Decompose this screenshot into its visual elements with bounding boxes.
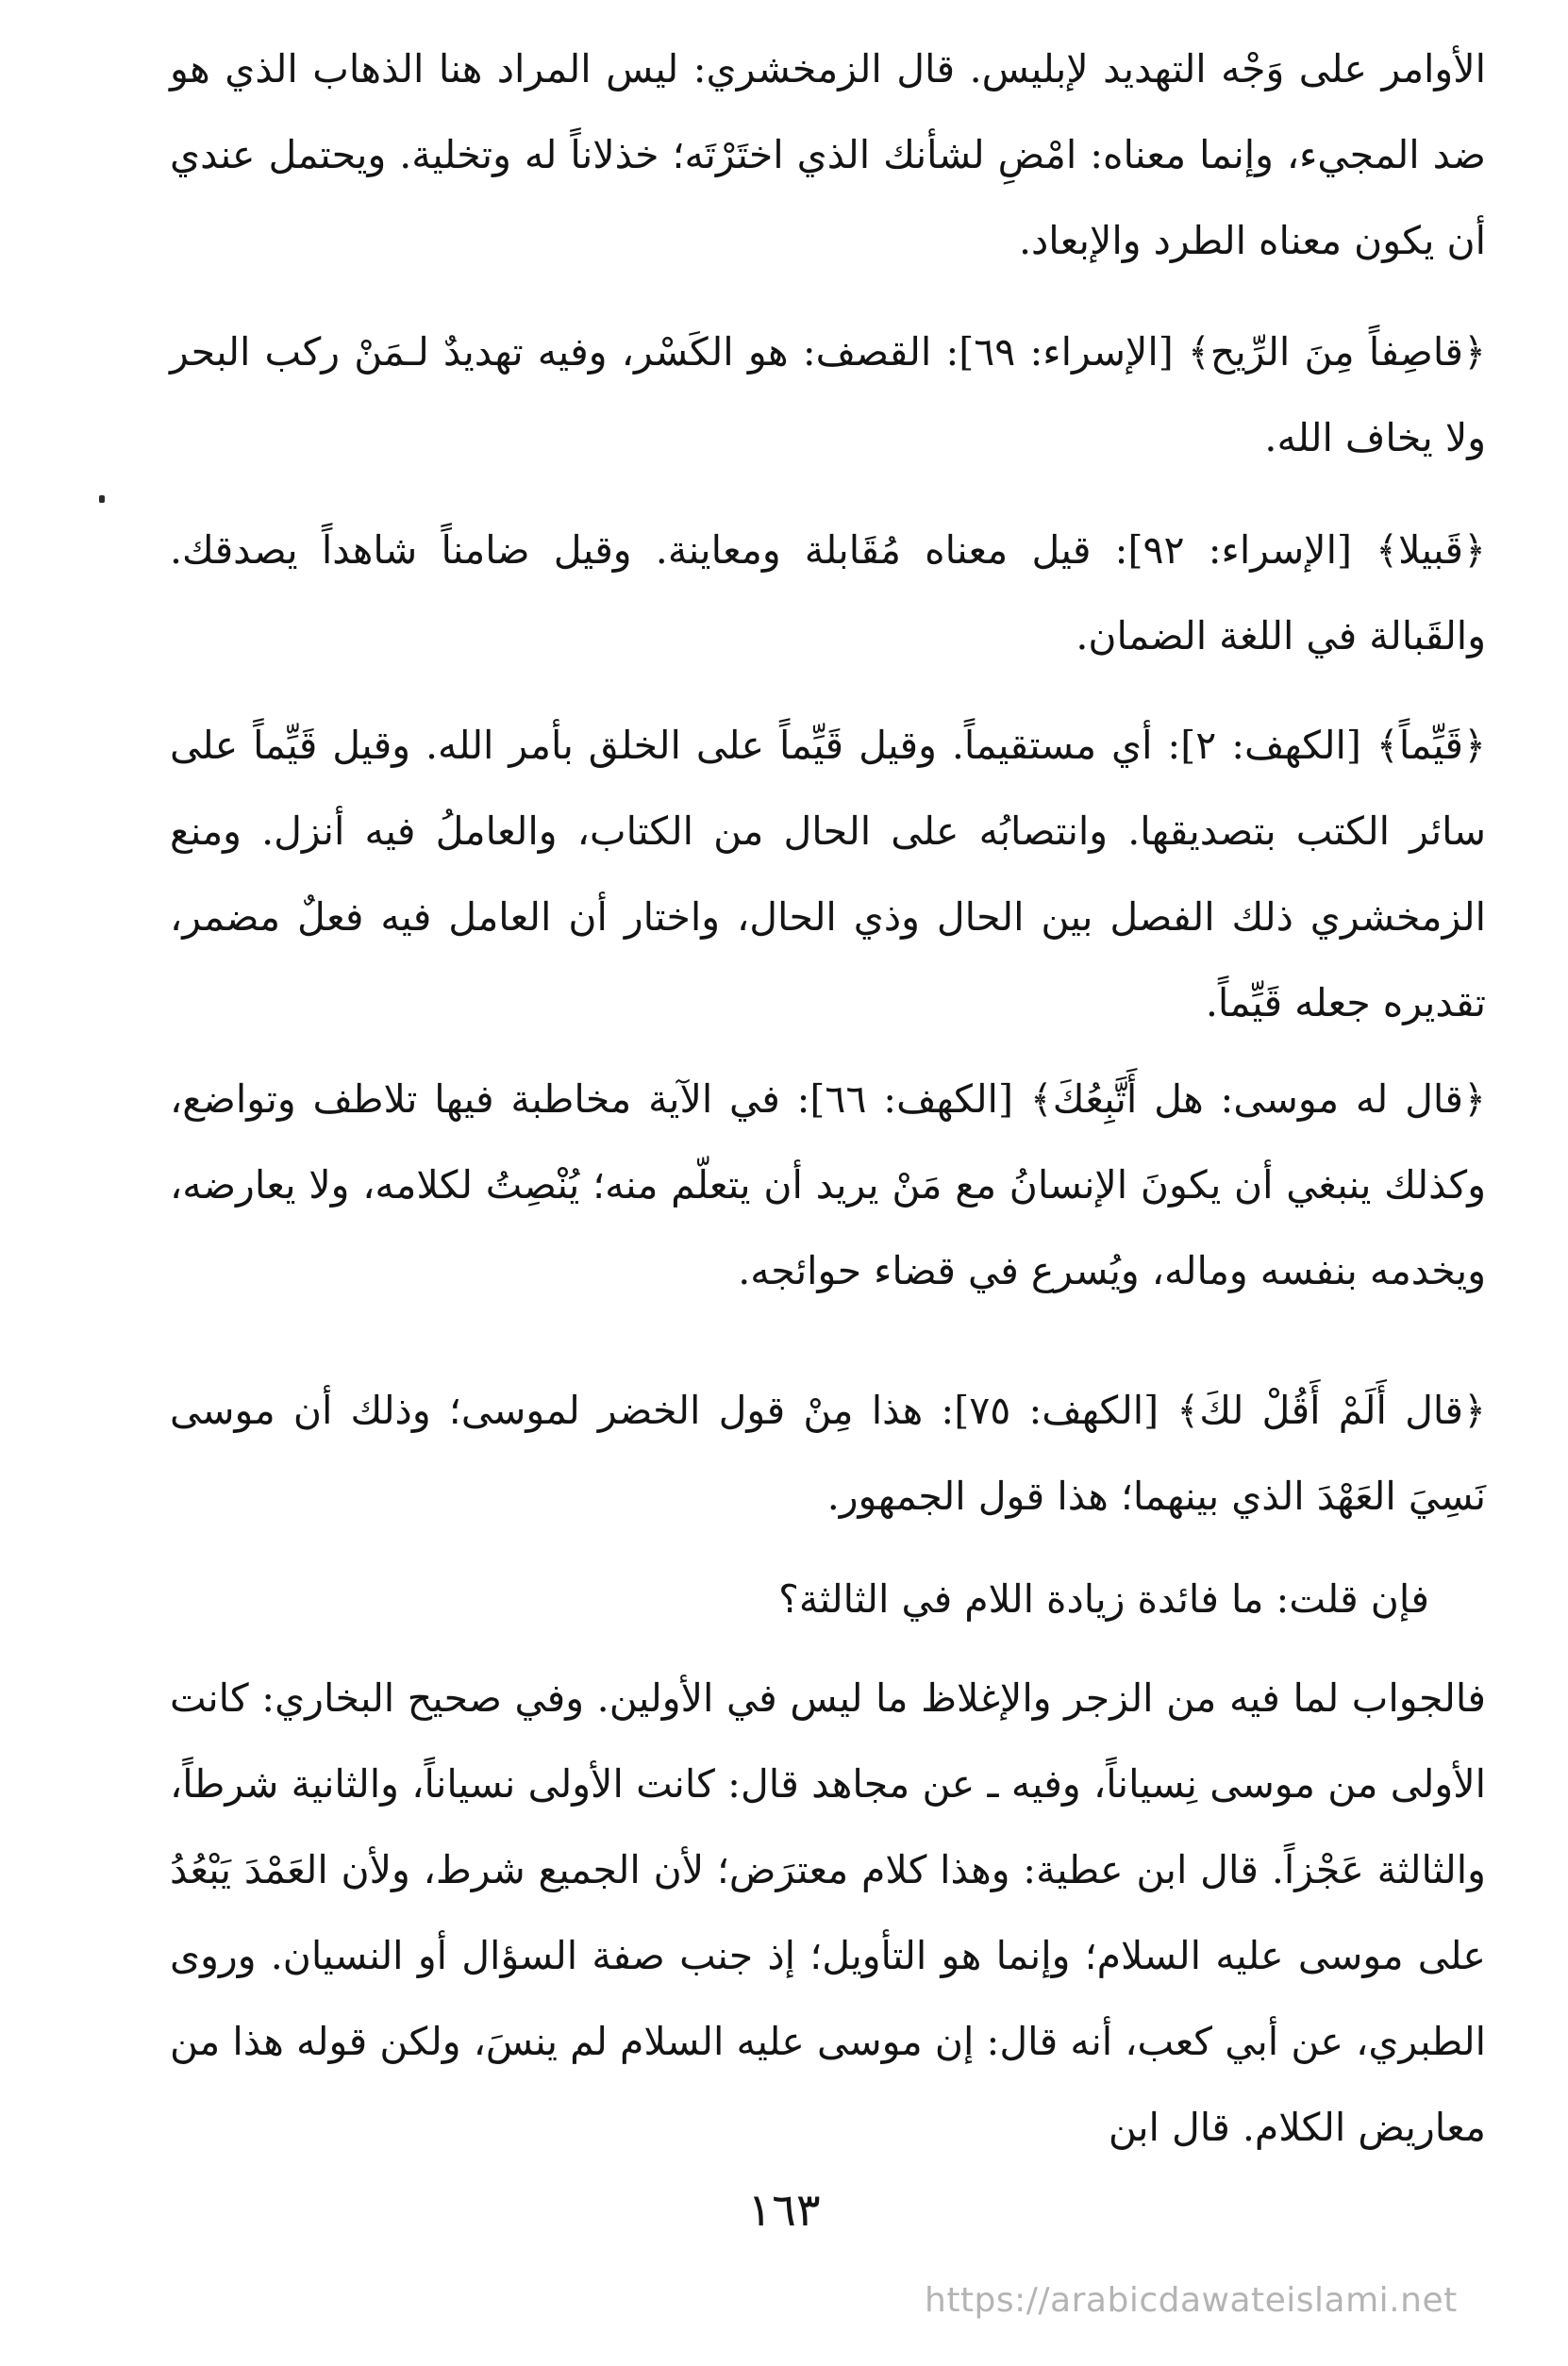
paragraph-qabilan: ﴿قَبيلا﴾ [الإسراء: ٩٢]: قيل معناه مُقَابلة ومعاينة. وقيل ضامناً شاهداً يصدقك. والقَبالة في اللغة الضمان. bbox=[170, 527, 1487, 658]
paragraph-alam-aqul-laka: ﴿قال أَلَمْ أَقُلْ لكَ﴾ [الكهف: ٧٥]: هذا مِنْ قول الخضر لموسى؛ وذلك أن موسى نَسِيَ العَهْدَ الذي بينهما؛ هذا قول الجمهور. bbox=[170, 1388, 1486, 1519]
paragraph-dhahab-explanation: الأوامر على وَجْه التهديد لإبليس. قال الزمخشري: ليس المراد هنا الذهاب الذي هو ضد المجيء، وإنما معناه: امْضِ لشأنك الذي اختَرْتَه؛ خذلاناً له وتخلية. ويحتمل عندي أن يكون معناه الطرد والإبعاد. bbox=[170, 46, 1486, 263]
watermark-url: https://arabicdawateislami.net bbox=[925, 2281, 1458, 2320]
paragraph-answer: فالجواب لما فيه من الزجر والإغلاظ ما ليس في الأولين. وفي صحيح البخاري: كانت الأولى من موسى نِسياناً، وفيه ـ عن مجاهد قال: كانت الأولى نسياناً، والثانية شرطاً، والثالثة عَجْزاً. قال ابن عطية: وهذا كلام معترَض؛ لأن الجميع شرط، ولأن العَمْدَ يَبْعُدُ على موسى عليه السلام؛ وإنما هو التأويل؛ إذ جنب صفة السؤال أو النسيان. وروى الطبري، عن أبي كعب، أنه قال: إن موسى عليه السلام لم ينسَ، ولكن قوله هذا من معاريض الكلام. قال ابن bbox=[170, 1675, 1486, 2150]
page-number: ١٦٣ bbox=[747, 2184, 821, 2237]
margin-mark bbox=[99, 495, 105, 503]
paragraph-question-lam: فإن قلت: ما فائدة زيادة اللام في الثالثة؟ bbox=[778, 1576, 1429, 1622]
paragraph-qayyiman: ﴿قَيِّماً﴾ [الكهف: ٢]: أي مستقيماً. وقيل قَيِّماً على الخلق بأمر الله. وقيل قَيِّماً على سائر الكتب بتصديقها. وانتصابُه على الحال من الكتاب، والعاملُ فيه أنزل. ومنع الزمخشري ذلك الفصل بين الحال وذي الحال، واختار أن العامل فيه فعلٌ مضمر، تقديره جعله قَيِّماً. bbox=[170, 723, 1487, 1025]
paragraph-qasifan: ﴿قاصِفاً مِنَ الرِّيح﴾ [الإسراء: ٦٩]: القصف: هو الكَسْر، وفيه تهديدٌ لـمَنْ ركب البحر ولا يخاف الله. bbox=[170, 329, 1486, 460]
paragraph-musa-attabiuka: ﴿قال له موسى: هل أَتَّبِعُكَ﴾ [الكهف: ٦٦]: في الآية مخاطبة فيها تلاطف وتواضع، وكذلك ينبغي أن يكونَ الإنسانُ مع مَنْ يريد أن يتعلّم منه؛ يُنْصِتُ لكلامه، ولا يعارضه، ويخدمه بنفسه وماله، ويُسرع في قضاء حوائجه. bbox=[170, 1076, 1487, 1293]
